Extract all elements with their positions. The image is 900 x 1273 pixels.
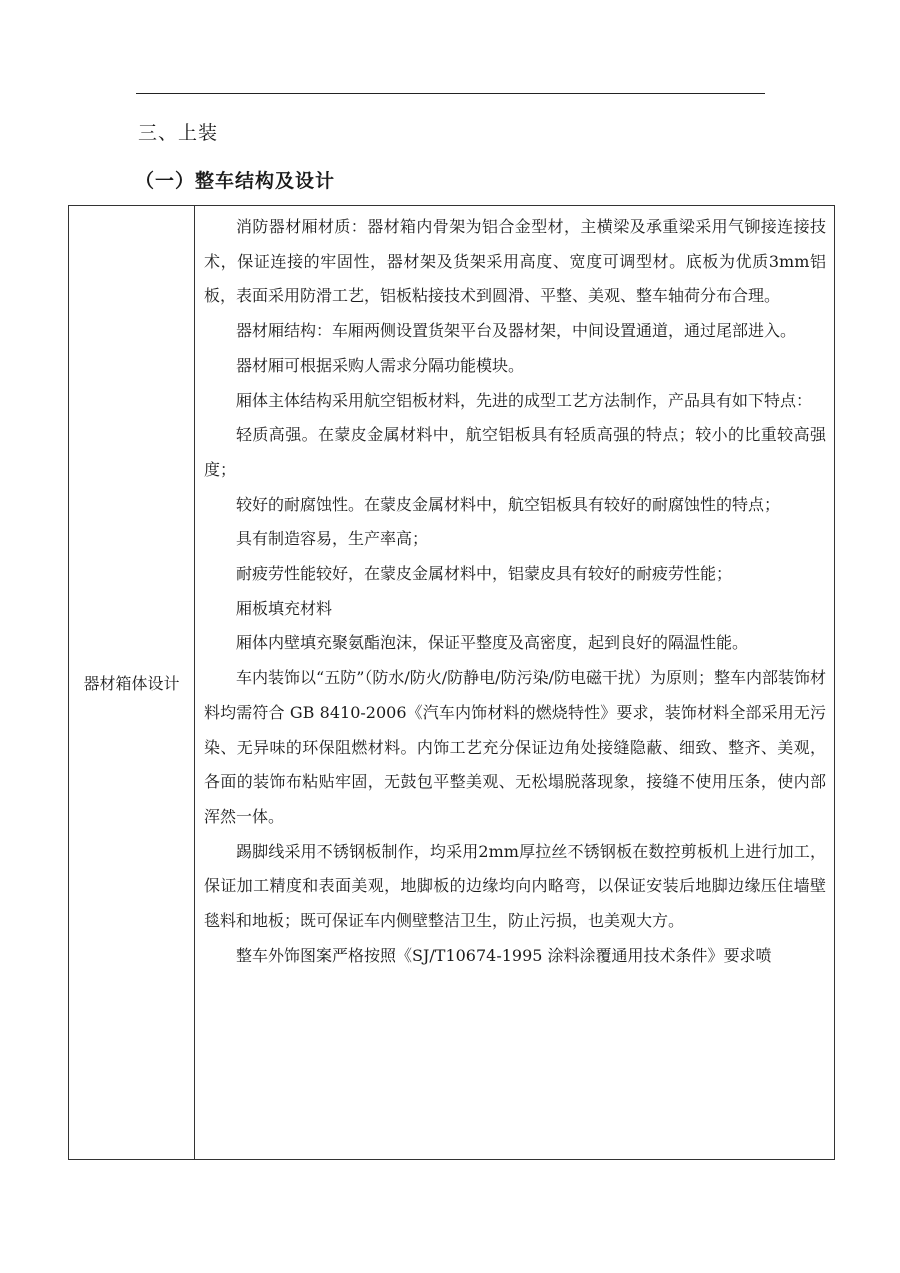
paragraph: 耐疲劳性能较好，在蒙皮金属材料中，铝蒙皮具有较好的耐疲劳性能； (236, 564, 733, 584)
paragraph: 厢体主体结构采用航空铝板材料，先进的成型工艺方法制作，产品具有如下特点： (236, 390, 813, 410)
paragraph: 厢板填充材料 (236, 598, 333, 618)
paragraph: 轻质高强。在蒙皮金属材料中，航空铝板具有轻质高强的特点；较小的比重较高强度； (204, 425, 826, 479)
spec-table (68, 205, 835, 1160)
paragraph: 车内装饰以“五防”（防水/防火/防静电/防污染/防电磁干扰）为原则；整车内部装饰材料均需符合 GB 8410-2006《汽车内饰材料的燃烧特性》要求，装饰材料全部采用无污染、无异味的环保阻燃材料。内饰工艺充分保证边角处接缝隐蔽、细致、整齐、美观，各面的装饰布粘贴牢固，无鼓包平整美观、无松塌脱落现象，接缝不使用压条，使内部浑然一体。 (204, 668, 826, 826)
paragraph: 较好的耐腐蚀性。在蒙皮金属材料中，航空铝板具有较好的耐腐蚀性的特点； (236, 494, 781, 514)
paragraph: 厢体内壁填充聚氨酯泡沫，保证平整度及高密度，起到良好的隔温性能。 (236, 633, 749, 653)
paragraph: 器材厢可根据采购人需求分隔功能模块。 (236, 355, 525, 375)
paragraph: 具有制造容易，生产率高； (236, 529, 429, 549)
content-cell (195, 206, 834, 1159)
paragraph: 消防器材厢材质：器材箱内骨架为铝合金型材，主横梁及承重梁采用气铆接连接技术，保证连接的牢固性，器材架及货架采用高度、宽度可调型材。底板为优质3mm铝板，表面采用防滑工艺，铝板粘接技术到圆滑、平整、美观、整车轴荷分布合理。 (204, 217, 826, 306)
sub-heading: （一）整车结构及设计 (135, 170, 336, 192)
row-label-cell (69, 206, 195, 1159)
row-label: 器材箱体设计 (83, 674, 180, 693)
section-heading: 三、上装 (138, 122, 219, 144)
paragraph: 踢脚线采用不锈钢板制作，均采用2mm厚拉丝不锈钢板在数控剪板机上进行加工，保证加工精度和表面美观，地脚板的边缘均向内略弯，以保证安装后地脚边缘压住墙壁毯料和地板；既可保证车内侧壁整洁卫生，防止污损，也美观大方。 (204, 841, 826, 931)
header-rule (136, 93, 765, 94)
paragraph: 整车外饰图案严格按照《SJ/T10674-1995 涂料涂覆通用技术条件》要求喷 (236, 945, 772, 965)
paragraph: 器材厢结构：车厢两侧设置货架平台及器材架，中间设置通道，通过尾部进入。 (236, 321, 797, 341)
